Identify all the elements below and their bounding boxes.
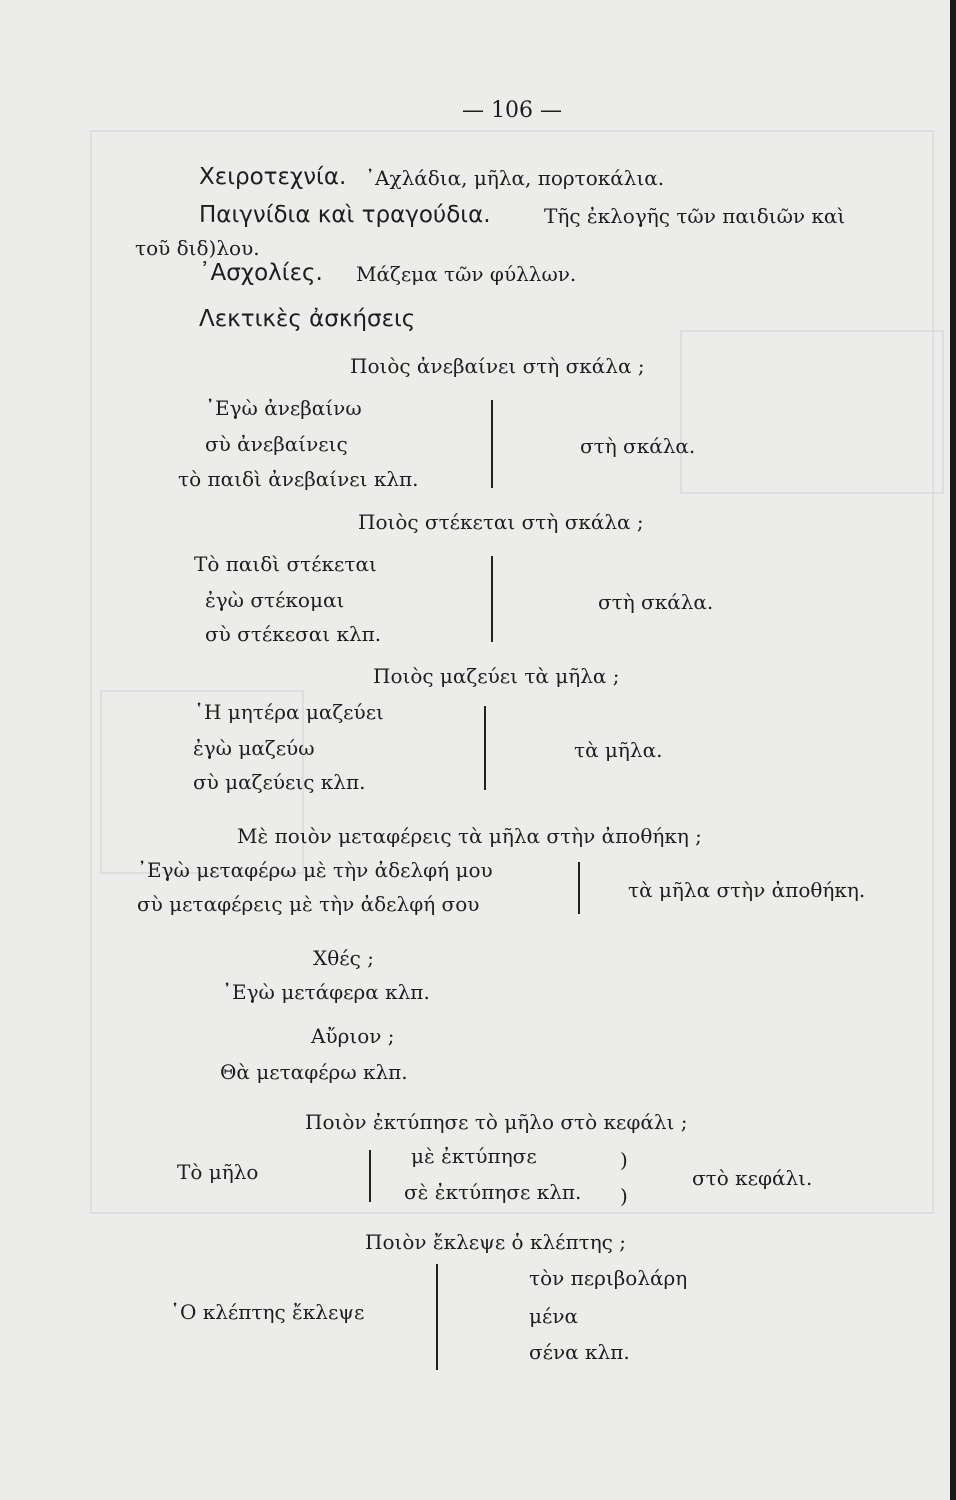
ex7-question: Ποιὸν ἐκτύπησε τὸ μῆλο στὸ κεφάλι ; [305,1110,688,1134]
ex7-line: μὲ ἐκτύπησε [411,1144,537,1168]
page-edge-shadow [950,0,956,1500]
ex2-answer: στὴ σκάλα. [598,590,714,614]
ex3-bracket [484,706,486,790]
ex1-bracket [491,400,493,488]
exercises-heading: Λεκτικὲς ἀσκήσεις [199,306,416,332]
ex4-question: Μὲ ποιὸν μεταφέρεις τὰ μῆλα στὴν ἀποθήκη ; [237,824,702,848]
handicraft-label: Χειροτεχνία. [199,164,347,190]
ex6-question: Αὔριον ; [311,1024,395,1048]
ex8-answer: μένα [529,1304,579,1328]
ex8-subject: ῾Ο κλέπτης ἔκλεψε [170,1300,365,1324]
ex4-bracket [578,862,580,914]
ex7-line: σὲ ἐκτύπησε κλπ. [404,1180,582,1204]
handicraft-text: ᾿Αχλάδια, μῆλα, πορτοκάλια. [365,166,665,190]
ex7-bracket-left [369,1150,371,1202]
games-label: Παιγνίδια καὶ τραγούδια. [199,202,491,228]
ex3-question: Ποιὸς μαζεύει τὰ μῆλα ; [373,664,620,688]
ex5-line: ᾿Εγὼ μετάφερα κλπ. [222,980,430,1004]
ex2-line: Τὸ παιδὶ στέκεται [194,552,377,576]
ex3-line: ῾Η μητέρα μαζεύει [194,700,384,724]
ex1-line: τὸ παιδὶ ἀνεβαίνει κλπ. [178,467,419,491]
bleed-through-box [680,330,944,494]
ex4-answer: τὰ μῆλα στὴν ἀποθήκη. [628,878,866,902]
ex8-bracket [436,1264,438,1370]
ex7-paren-bottom: ) [620,1184,628,1208]
ex1-answer: στὴ σκάλα. [580,434,696,458]
ex7-answer: στὸ κεφάλι. [692,1166,813,1190]
ex3-line: σὺ μαζεύεις κλπ. [193,770,366,794]
ex5-question: Χθές ; [313,946,374,970]
ex4-line: ᾿Εγὼ μεταφέρω μὲ τὴν ἀδελφή μου [137,858,493,882]
ex1-question: Ποιὸς ἀνεβαίνει στὴ σκάλα ; [350,354,645,378]
ex2-line: σὺ στέκεσαι κλπ. [205,622,382,646]
ex3-answer: τὰ μῆλα. [574,738,663,762]
activities-label: ᾿Ασχολίες. [199,260,323,286]
ex2-bracket [491,556,493,642]
ex8-answer: σένα κλπ. [529,1340,630,1364]
ex7-paren-top: ) [620,1148,628,1172]
games-text: Τῆς ἐκλογῆς τῶν παιδιῶν καὶ [544,204,846,228]
ex8-question: Ποιὸν ἔκλεψε ὁ κλέπτης ; [365,1230,626,1254]
ex8-answer: τὸν περιβολάρη [529,1266,688,1290]
page-number: — 106 — [462,98,562,123]
games-continuation: τοῦ διδ)λου. [135,236,260,260]
ex4-line: σὺ μεταφέρεις μὲ τὴν ἀδελφή σου [137,892,480,916]
ex2-question: Ποιὸς στέκεται στὴ σκάλα ; [358,510,644,534]
activities-text: Μάζεμα τῶν φύλλων. [356,262,577,286]
ex7-subject: Τὸ μῆλο [177,1160,259,1184]
ex2-line: ἐγὼ στέκομαι [205,588,345,612]
ex1-line: σὺ ἀνεβαίνεις [205,432,348,456]
ex3-line: ἐγὼ μαζεύω [193,736,315,760]
ex1-line: ᾿Εγὼ ἀνεβαίνω [205,396,362,420]
ex6-line: Θὰ μεταφέρω κλπ. [220,1060,408,1084]
